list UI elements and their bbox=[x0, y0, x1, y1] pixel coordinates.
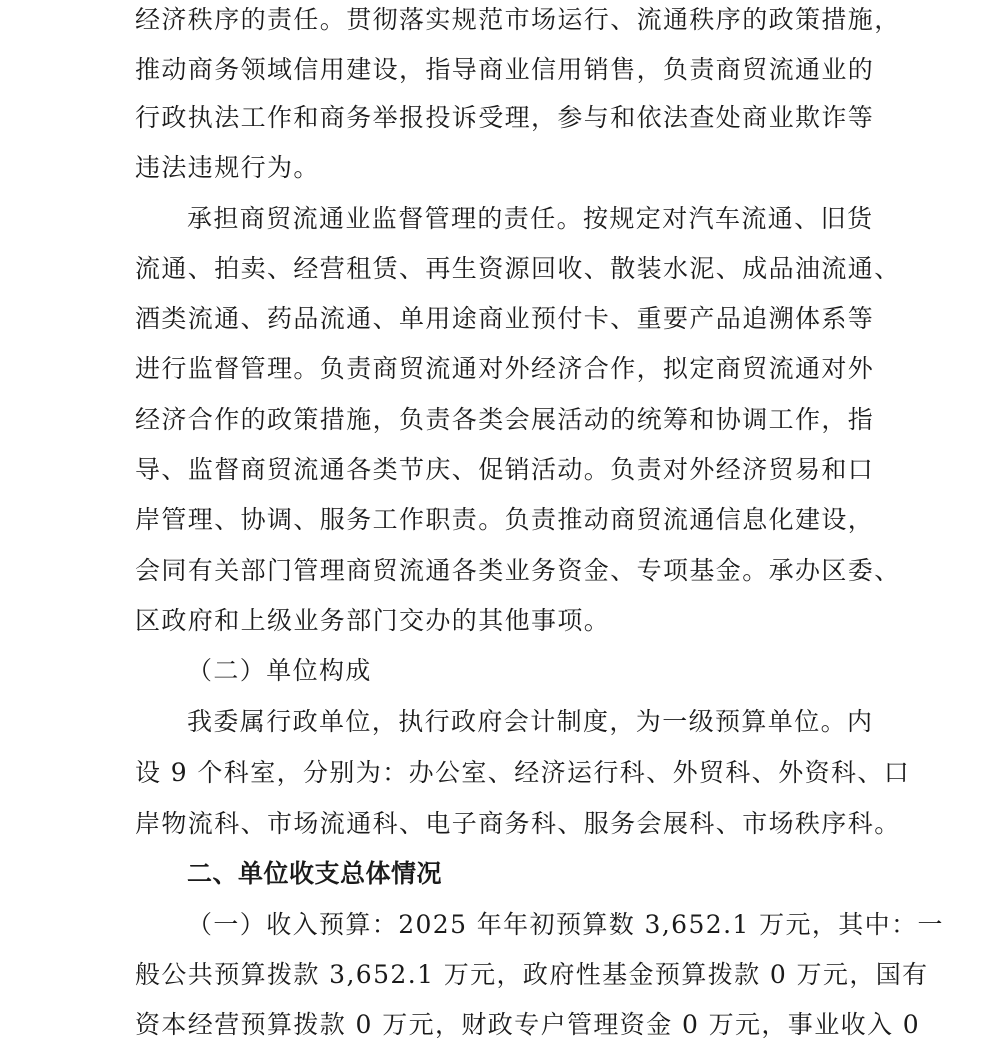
paragraph-line: 区政府和上级业务部门交办的其他事项。 bbox=[135, 606, 611, 635]
paragraph-line: 岸管理、协调、服务工作职责。负责推动商贸流通信息化建设， bbox=[135, 505, 875, 534]
paragraph-line: 导、监督商贸流通各类节庆、促销活动。负责对外经济贸易和口 bbox=[135, 455, 875, 484]
paragraph-line: 承担商贸流通业监督管理的责任。按规定对汽车流通、旧货 bbox=[187, 204, 874, 233]
paragraph-line: 推动商务领域信用建设，指导商业信用销售，负责商贸流通业的 bbox=[135, 55, 875, 84]
paragraph-line: 设 9 个科室，分别为：办公室、经济运行科、外贸科、外资科、口 bbox=[135, 758, 911, 787]
paragraph-line: 行政执法工作和商务举报投诉受理，参与和依法查处商业欺诈等 bbox=[135, 103, 875, 132]
paragraph-line: 我委属行政单位，执行政府会计制度，为一级预算单位。内 bbox=[187, 707, 874, 736]
paragraph-line: 酒类流通、药品流通、单用途商业预付卡、重要产品追溯体系等 bbox=[135, 304, 875, 333]
paragraph-line: 违法违规行为。 bbox=[135, 153, 320, 182]
paragraph-line: 岸物流科、市场流通科、电子商务科、服务会展科、市场秩序科。 bbox=[135, 809, 901, 838]
section-heading: 二、单位收支总体情况 bbox=[187, 859, 443, 888]
paragraph-line: 进行监督管理。负责商贸流通对外经济合作，拟定商贸流通对外 bbox=[135, 354, 875, 383]
paragraph-line: （一）收入预算：2025 年年初预算数 3,652.1 万元，其中：一 bbox=[187, 910, 944, 939]
paragraph-line: 会同有关部门管理商贸流通各类业务资金、专项基金。承办区委、 bbox=[135, 556, 901, 585]
paragraph-line: 般公共预算拨款 3,652.1 万元，政府性基金预算拨款 0 万元，国有 bbox=[135, 960, 929, 989]
subsection-heading: （二）单位构成 bbox=[187, 656, 372, 685]
paragraph-line: 资本经营预算拨款 0 万元，财政专户管理资金 0 万元，事业收入 0 bbox=[135, 1010, 921, 1039]
paragraph-line: 经济合作的政策措施，负责各类会展活动的统筹和协调工作，指 bbox=[135, 405, 875, 434]
paragraph-line: 流通、拍卖、经营租赁、再生资源回收、散装水泥、成品油流通、 bbox=[135, 254, 901, 283]
paragraph-line: 经济秩序的责任。贯彻落实规范市场运行、流通秩序的政策措施， bbox=[135, 5, 901, 34]
